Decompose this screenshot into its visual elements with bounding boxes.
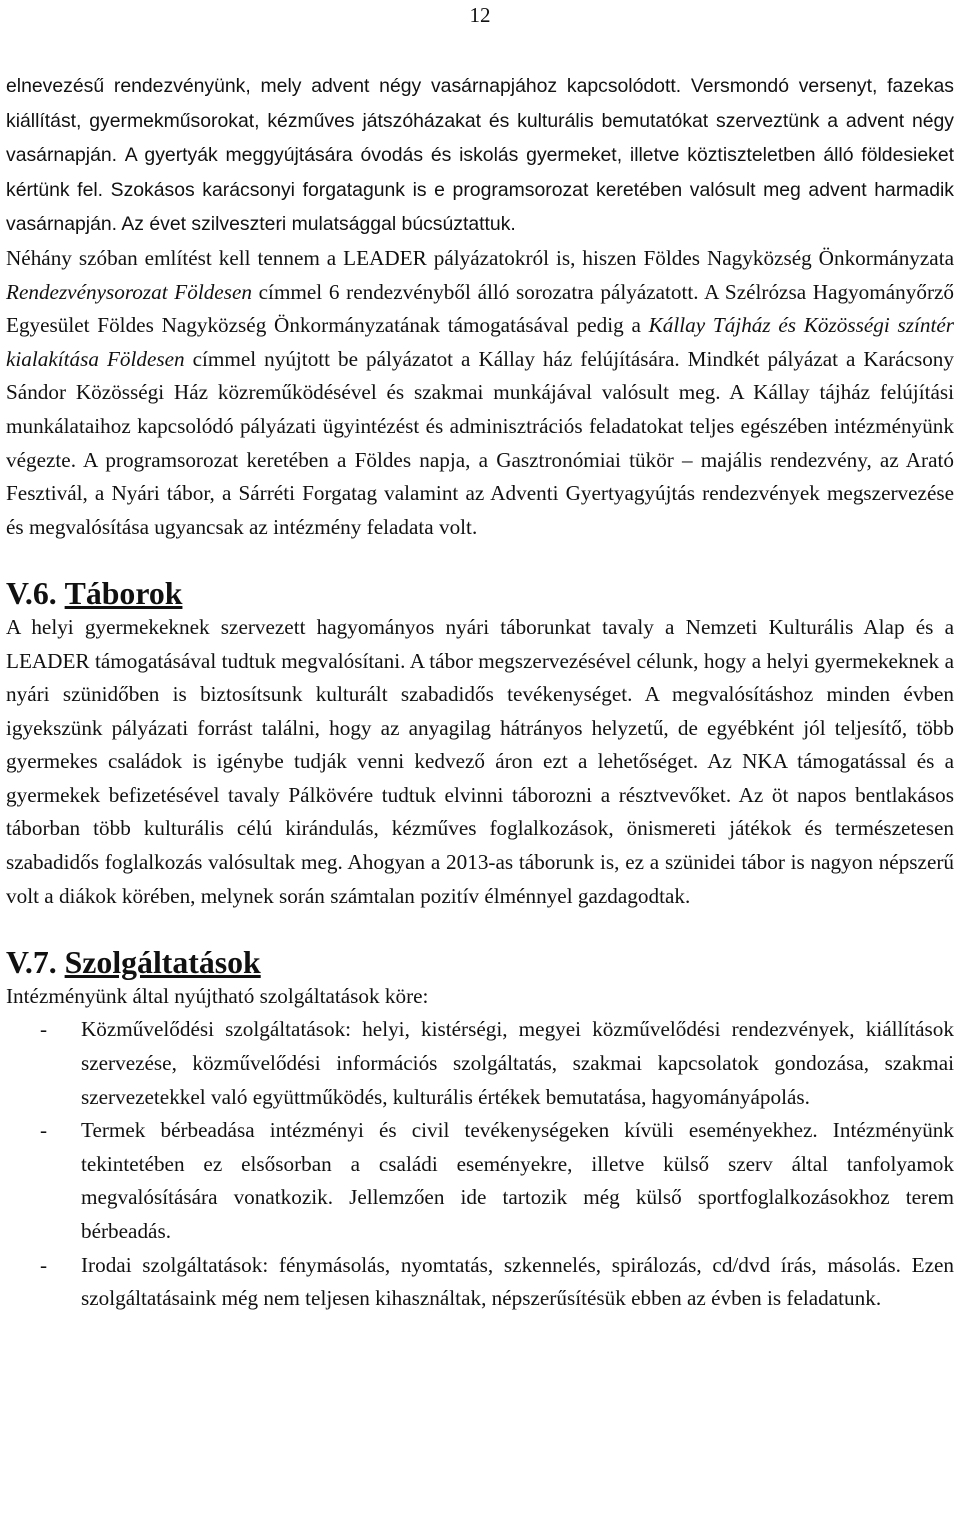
list-item bbox=[6, 1249, 954, 1316]
intro-paragraph-1 bbox=[6, 69, 954, 242]
section-number: V.7. bbox=[6, 945, 57, 981]
spacer bbox=[6, 544, 954, 577]
section-heading-v6 bbox=[6, 577, 954, 611]
page-content bbox=[6, 69, 954, 1316]
section-title: Szolgáltatások bbox=[64, 945, 261, 981]
spacer bbox=[6, 913, 954, 946]
leader-italic-title-2: Kállay Tájház és Közösségi színtér kialakítása Földesen bbox=[6, 313, 954, 371]
list-item-text: Közművelődési szolgáltatások: helyi, kistérségi, megyei közművelődési rendezvények, kiállítások szervezése, közművelődési információs szolgáltatás, szakmai kapcsolatok gondozása, szakmai szervezetekkel való együttműködés, kulturális értékek bemutatása, hagyományápolás. bbox=[81, 1017, 954, 1109]
leader-italic-title-1: Rendezvénysorozat Földesen bbox=[6, 279, 252, 304]
list-item-text: Irodai szolgáltatások: fénymásolás, nyomtatás, szkennelés, spirálozás, cd/dvd írás, másolás. Ezen szolgáltatásaink még nem teljesen kihasználtak, népszerűsítésük ebben az évben is feladatunk. bbox=[81, 1252, 954, 1311]
list-item bbox=[6, 1114, 954, 1248]
page-number: 12 bbox=[469, 3, 491, 27]
section-heading-v7 bbox=[6, 946, 954, 980]
list-item-text: Termek bérbeadása intézményi és civil tevékenységeken kívüli eseményekhez. Intézményünk tekintetében ez elsősorban a családi eseményekre, illetve külső szerv által tanfolyamok megvalósítására vonatkozik. Jellemzően ide tartozik még külső sportfoglalkozásokhoz terem bérbeadás. bbox=[81, 1118, 954, 1243]
leader-text-b: címmel 6 rendezvényből álló sorozatra pályázatott. A Szélrózsa Hagyományőrző Egyesület Földes Nagyközség Önkormányzatának támogatásával pedig a bbox=[6, 279, 954, 338]
section-v6-paragraph: A helyi gyermekeknek szervezett hagyományos nyári táborunkat tavaly a Nemzeti Kulturális Alap és a LEADER támogatásával tudtuk megvalósítani. A tábor megszervezésével célunk, hogy a helyi gyermekeknek a nyári szünidőben is biztosítsunk kulturált szabadidős tevékenységet. A megvalósításhoz minden évben igyekszünk pályázati forrást találni, hogy az anyagilag hátrányos helyzetű, de egyébként jól teljesítő, több gyermekes családok is igénybe tudják venni kedvező áron ezt a lehetőséget. Az NKA támogatással és a gyermekek befizetésével tavaly Pálkövére tudtuk elvinni táborozni a résztvevőket. Az öt napos bentlakásos táborban több kulturális célú kirándulás, kézműves foglalkozások, önismereti játékok és természetesen szabadidős foglalkozás valósultak meg. Ahogyan a 2013-as táborunk is, ez a szünidei tábor is nagyon népszerű volt a diákok körében, melynek során számtalan pozitív élménnyel gazdagodtak. bbox=[6, 614, 954, 908]
intro-sentence-2: A gyertyák meggyújtására óvodás és iskolás gyermeket, illetve köztiszteletben álló földesieket kértünk fel. Szokásos karácsonyi forgatagunk is e programsorozat keretében valósult meg advent harmadik vasárnapján. Az évet szilveszteri mulatsággal búcsúztattuk. bbox=[6, 144, 955, 236]
dash-marker: - bbox=[40, 1118, 48, 1143]
leader-text-c: címmel nyújtott be pályázatot a Kállay ház felújítására. Mindkét pályázat a Karácsony Sándor Közösségi Ház közreműködésével és szakmai munkájával valósult meg. A Kállay tájház felújítási munkálataihoz kapcsolódó pályázati ügyintézést és adminisztrációs feladatokat teljes egészében intézményünk végezte. A programsorozat keretében a Földes napja, a Gasztronómiai tükör – majális rendezvény, az Arató Fesztivál, a Nyári tábor, a Sárréti Forgatag valamint az Adventi Gyertyagyújtás rendezvények megszervezése és megvalósítása ugyancsak az intézmény feladata volt. bbox=[6, 346, 954, 539]
leader-text-a: Néhány szóban említést kell tennem a LEADER pályázatokról is, hiszen Földes Nagyközség Önkormányzata bbox=[6, 245, 954, 270]
dash-marker: - bbox=[40, 1017, 48, 1042]
intro-paragraph-2 bbox=[6, 242, 954, 544]
list-item bbox=[6, 1013, 954, 1114]
section-v7-intro: Intézményünk által nyújtható szolgáltatások köre: bbox=[6, 983, 429, 1008]
services-list bbox=[6, 1013, 954, 1315]
section-title: Táborok bbox=[64, 576, 183, 612]
dash-marker: - bbox=[40, 1252, 48, 1277]
section-number: V.6. bbox=[6, 576, 57, 612]
intro-sentence-1: elnevezésű rendezvényünk, mely advent négy vasárnapjához kapcsolódott. Versmondó versenyt, fazekas kiállítást, gyermekműsorokat, kézműves játszóházakat és kulturális bemutatókat szerveztünk a advent négy vasárnapján. bbox=[6, 75, 954, 167]
